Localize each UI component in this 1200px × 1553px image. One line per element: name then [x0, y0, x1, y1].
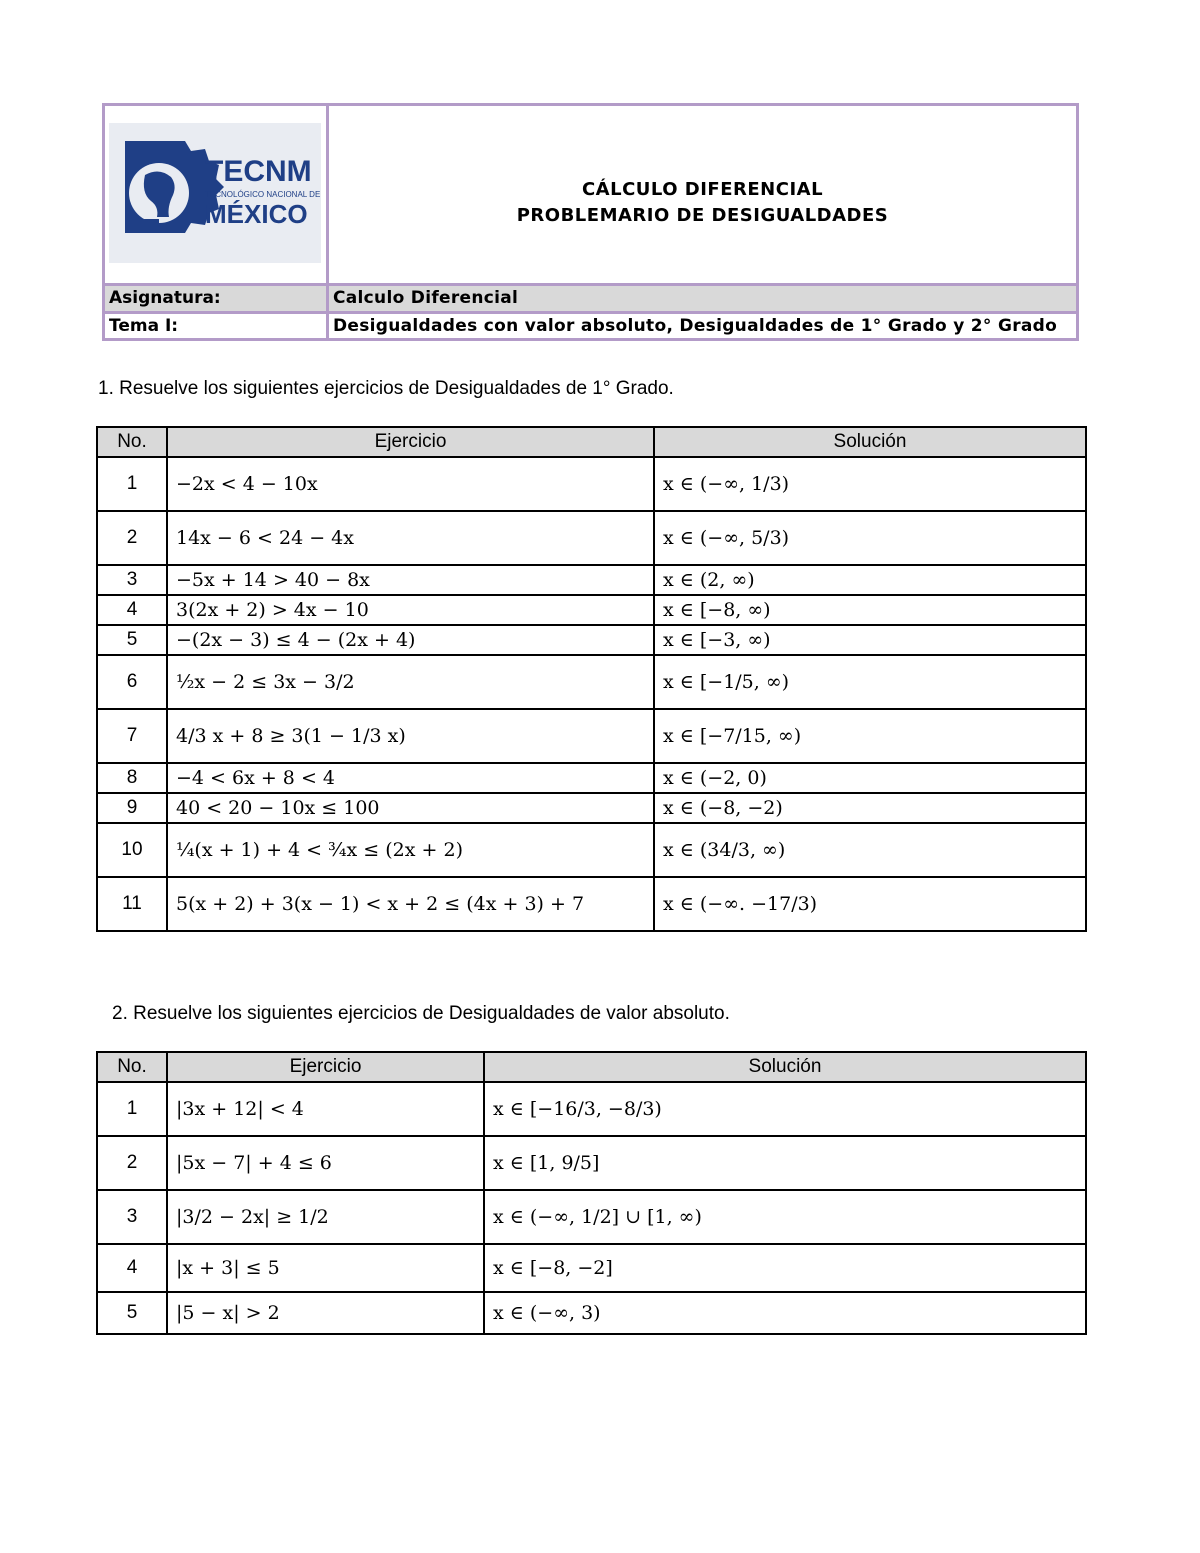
row-number: 10: [97, 823, 167, 877]
solution-cell: x ∈ [−8, ∞): [654, 595, 1086, 625]
table-body: [97, 1082, 1086, 1334]
row-number: 2: [97, 1136, 167, 1190]
solution-cell: x ∈ (−∞, 3): [484, 1292, 1086, 1334]
document-header: [102, 103, 1079, 341]
logo-sub: TECNOLÓGICO NACIONAL DE: [205, 190, 321, 199]
exercise-cell: ¼(x + 1) + 4 < ¾x ≤ (2x + 2): [167, 823, 654, 877]
topic-row: [105, 311, 1076, 338]
row-number: 3: [97, 565, 167, 595]
subject-label: Asignatura:: [109, 288, 221, 308]
column-header-solution: Solución: [484, 1052, 1086, 1082]
solution-cell: x ∈ [−7/15, ∞): [654, 709, 1086, 763]
solution-cell: x ∈ (−8, −2): [654, 793, 1086, 823]
column-header-exercise: Ejercicio: [167, 427, 654, 457]
column-header-no: No.: [97, 1052, 167, 1082]
exercise-cell: 3(2x + 2) > 4x − 10: [167, 595, 654, 625]
table-row: [97, 565, 1086, 595]
row-number: 11: [97, 877, 167, 931]
solution-cell: x ∈ [1, 9/5]: [484, 1136, 1086, 1190]
exercise-cell: |5x − 7| + 4 ≤ 6: [167, 1136, 484, 1190]
subject-value: Calculo Diferencial: [333, 288, 519, 308]
document-title: CÁLCULO DIFERENCIAL: [581, 179, 824, 200]
divider: [326, 314, 329, 338]
table-row: [97, 1082, 1086, 1136]
logo-word: TECNM: [205, 155, 312, 188]
exercise-table-1: [96, 426, 1087, 932]
row-number: 5: [97, 1292, 167, 1334]
column-header-solution: Solución: [654, 427, 1086, 457]
table-row: [97, 457, 1086, 511]
table-row: [97, 877, 1086, 931]
table-row: [97, 1244, 1086, 1292]
subject-row: [105, 283, 1076, 311]
exercise-cell: ½x − 2 ≤ 3x − 3/2: [167, 655, 654, 709]
row-number: 5: [97, 625, 167, 655]
column-header-exercise: Ejercicio: [167, 1052, 484, 1082]
section-1-title: 1. Resuelve los siguientes ejercicios de Desigualdades de 1° Grado.: [98, 378, 674, 399]
tecnm-logo: [109, 123, 321, 263]
exercise-cell: −2x < 4 − 10x: [167, 457, 654, 511]
table-row: [97, 1136, 1086, 1190]
section-2-title: 2. Resuelve los siguientes ejercicios de Desigualdades de valor absoluto.: [112, 1003, 730, 1024]
table-header-row: [97, 427, 1086, 457]
table-row: [97, 709, 1086, 763]
table-header-row: [97, 1052, 1086, 1082]
row-number: 8: [97, 763, 167, 793]
exercise-cell: |5 − x| > 2: [167, 1292, 484, 1334]
row-number: 2: [97, 511, 167, 565]
exercise-cell: 14x − 6 < 24 − 4x: [167, 511, 654, 565]
solution-cell: x ∈ (−∞, 1/2] ∪ [1, ∞): [484, 1190, 1086, 1244]
row-number: 6: [97, 655, 167, 709]
solution-cell: x ∈ (−∞. −17/3): [654, 877, 1086, 931]
row-number: 1: [97, 1082, 167, 1136]
exercise-cell: −4 < 6x + 8 < 4: [167, 763, 654, 793]
exercise-cell: 5(x + 2) + 3(x − 1) < x + 2 ≤ (4x + 3) + 7: [167, 877, 654, 931]
exercise-cell: |3/2 − 2x| ≥ 1/2: [167, 1190, 484, 1244]
title-cell: [329, 106, 1076, 283]
solution-cell: x ∈ (−2, 0): [654, 763, 1086, 793]
solution-cell: x ∈ (−∞, 1/3): [654, 457, 1086, 511]
solution-cell: x ∈ [−1/5, ∞): [654, 655, 1086, 709]
solution-cell: x ∈ (−∞, 5/3): [654, 511, 1086, 565]
row-number: 4: [97, 1244, 167, 1292]
exercise-cell: 40 < 20 − 10x ≤ 100: [167, 793, 654, 823]
document-subtitle: PROBLEMARIO DE DESIGUALDADES: [516, 205, 889, 226]
table-row: [97, 793, 1086, 823]
row-number: 1: [97, 457, 167, 511]
column-header-no: No.: [97, 427, 167, 457]
solution-cell: x ∈ (34/3, ∞): [654, 823, 1086, 877]
exercise-cell: |x + 3| ≤ 5: [167, 1244, 484, 1292]
row-number: 7: [97, 709, 167, 763]
topic-label: Tema I:: [109, 316, 179, 336]
solution-cell: x ∈ (2, ∞): [654, 565, 1086, 595]
row-number: 3: [97, 1190, 167, 1244]
row-number: 4: [97, 595, 167, 625]
table-row: [97, 823, 1086, 877]
topic-value: Desigualdades con valor absoluto, Desigualdades de 1° Grado y 2° Grado: [333, 316, 1058, 336]
divider: [326, 286, 329, 311]
exercise-cell: |3x + 12| < 4: [167, 1082, 484, 1136]
exercise-cell: −(2x − 3) ≤ 4 − (2x + 4): [167, 625, 654, 655]
exercise-cell: 4/3 x + 8 ≥ 3(1 − 1/3 x): [167, 709, 654, 763]
table-row: [97, 595, 1086, 625]
table-row: [97, 511, 1086, 565]
row-number: 9: [97, 793, 167, 823]
table-row: [97, 1292, 1086, 1334]
table-body: [97, 457, 1086, 931]
logo-country: MÉXICO: [205, 199, 308, 229]
solution-cell: x ∈ [−3, ∞): [654, 625, 1086, 655]
exercise-cell: −5x + 14 > 40 − 8x: [167, 565, 654, 595]
table-row: [97, 763, 1086, 793]
table-row: [97, 655, 1086, 709]
solution-cell: x ∈ [−16/3, −8/3): [484, 1082, 1086, 1136]
table-row: [97, 625, 1086, 655]
logo-cell: [105, 106, 329, 283]
exercise-table-2: [96, 1051, 1087, 1335]
table-row: [97, 1190, 1086, 1244]
solution-cell: x ∈ [−8, −2]: [484, 1244, 1086, 1292]
